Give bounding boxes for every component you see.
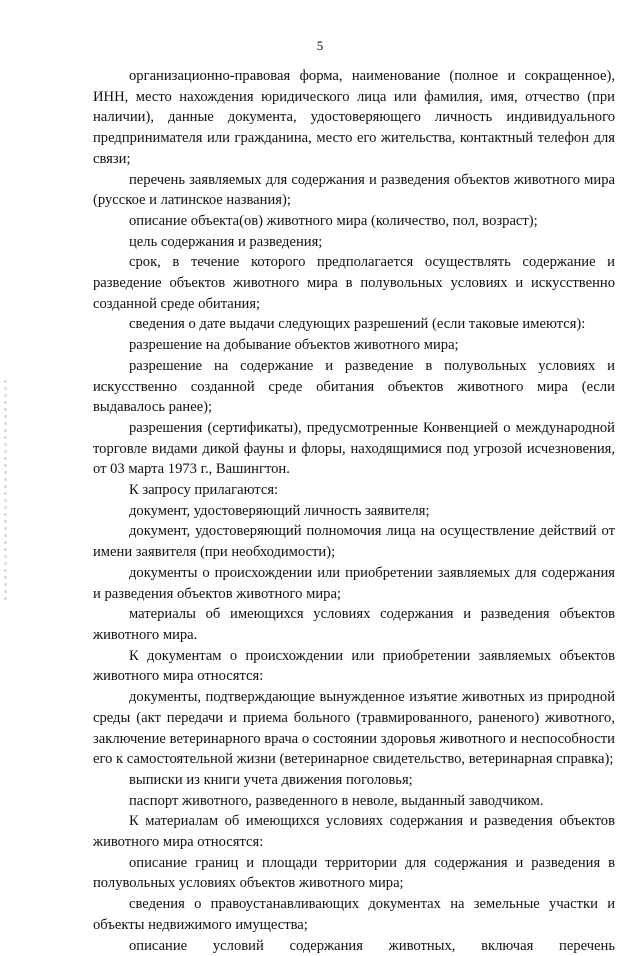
paragraph: описание границ и площади территории для содержания и разведения в полувольных условиях объектов животного мира; (93, 854, 615, 892)
scan-margin-mark (4, 380, 7, 600)
paragraph: срок, в течение которого предполагается осуществлять содержание и разведение объектов животного мира в полувольных условиях и искусственно созданной среде обитания; (93, 254, 615, 312)
paragraph: сведения о правоустанавливающих документах на земельные участки и объекты недвижимого имущества; (93, 896, 615, 933)
paragraph: перечень заявляемых для содержания и разведения объектов животного мира (русское и латинское названия); (93, 171, 615, 209)
paragraph: описание условий содержания животных, включая перечень (129, 937, 615, 954)
paragraph: документы о происхождении или приобретении заявляемых для содержания и разведения объектов животного мира; (93, 564, 615, 602)
paragraph: документы, подтверждающие вынужденное изъятие животных из природной среды (акт передачи и приема больного (травмированного, раненого) животного, заключение ветеринарного врача о состоянии здоровья животного и неспособности его к самостоятельной жизни (ветеринарное свидетельство, ветеринарная справка); (93, 689, 615, 768)
paragraph: организационно-правовая форма, наименование (полное и сокращенное), ИНН, место нахождения юридического лица или фамилия, имя, отчество (при наличии), данные документа, удостоверяющего личность индивидуального предпринимателя или гражданина, место его жительства, контактный телефон для связи; (93, 68, 615, 167)
paragraph: материалы об имеющихся условиях содержания и разведения объектов животного мира. (93, 606, 615, 643)
paragraph: цель содержания и разведения; (129, 233, 323, 250)
paragraph: документ, удостоверяющий личность заявителя; (129, 502, 430, 519)
paragraph: разрешение на содержание и разведение в полувольных условиях и искусственно созданной среде обитания объектов животного мира (если выдавалось ранее); (93, 357, 615, 416)
paragraph: разрешения (сертификаты), предусмотренные Конвенцией о международной торговле видами дикой фауны и флоры, находящимися под угрозой исчезновения, от 03 марта 1973 г., Вашингтон. (93, 419, 615, 478)
paragraph: К материалам об имеющихся условиях содержания и разведения объектов животного мира относятся: (93, 813, 615, 851)
paragraph: документ, удостоверяющий полномочия лица на осуществление действий от имени заявителя (при необходимости); (93, 523, 615, 561)
paragraph: К запросу прилагаются: (129, 482, 279, 499)
paragraph: сведения о дате выдачи следующих разрешений (если таковые имеются): (129, 316, 586, 333)
paragraph: описание объекта(ов) животного мира (количество, пол, возраст); (129, 212, 538, 229)
document-body (93, 66, 615, 956)
page-number: 5 (316, 38, 324, 53)
paragraph: выписки из книги учета движения поголовья; (129, 771, 413, 788)
paragraph: паспорт животного, разведенного в неволе, выданный заводчиком. (129, 792, 544, 809)
paragraph: К документам о происхождении или приобретении заявляемых объектов животного мира относятся: (93, 647, 615, 685)
paragraph: разрешение на добывание объектов животного мира; (129, 337, 459, 354)
